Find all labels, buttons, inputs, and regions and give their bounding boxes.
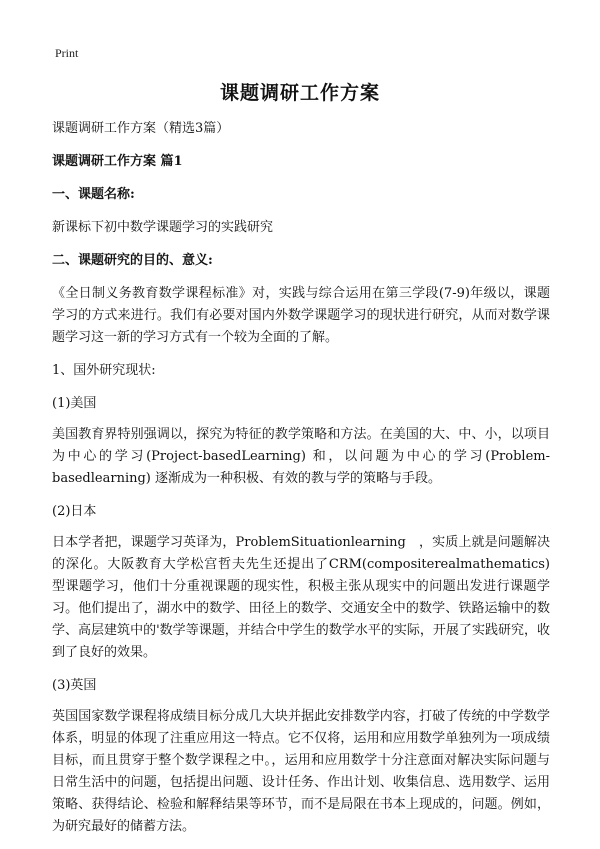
heading-topic-name: 一、课题名称: [52, 187, 135, 202]
heading-uk: (3)英国 [52, 678, 97, 693]
paragraph-usa: 美国教育界特别强调以，探究为特征的教学策略和方法。在美国的大、中、小，以项目为中心的学习(Project-basedLearning) 和，以问题为中心的学习(Problem-basedlearning) 逐渐成为一种积极、有效的教与学的策略与手段。 [52, 427, 550, 486]
paragraph-uk: 英国国家数学课程将成绩目标分成几大块并据此安排数学内容，打破了传统的中学数学体系，明显的体现了注重应用这一特点。它不仅将，运用和应用数学单独列为一项成绩目标，而且贯穿于整个数学课程之中。，运用和应用数学十分注意面对解决实际问题与日常生活中的问题，包括提出问题、设计任务、作出计划、收集信息、选用数学、运用策略、获得结论、检验和解释结果等环节，而不是局限在书本上现成的，问题。例如，为研究最好的储蓄方法。 [52, 709, 550, 834]
section-title: 课题调研工作方案 篇1 [52, 154, 183, 169]
document-body [52, 118, 564, 849]
heading-purpose: 二、课题研究的目的、意义: [52, 253, 213, 268]
heading-usa: (1)美国 [52, 396, 97, 411]
paragraph-japan: 日本学者把，课题学习英译为，ProblemSituationlearning ，实质上就是问题解决的深化。大阪教育大学松宫哲夫先生还提出了CRM(compositerealmathematics) 型课题学习，他们十分重视课题的现实性，积极主张从现实中的问题出发进行课题学习。他们提出了，湖水中的数学、田径上的数学、交通安全中的数学、铁路运输中的数学、高层建筑中的'数学等课题，并结合中学生的数学水平的实际，开展了实践研究，收到了良好的效果。 [52, 535, 564, 660]
document-title: 课题调研工作方案 [219, 82, 380, 104]
subtitle: 课题调研工作方案（精选3篇） [52, 121, 230, 136]
paragraph-topic-name: 新课标下初中数学课题学习的实践研究 [52, 220, 274, 235]
heading-japan: (2)日本 [52, 504, 97, 519]
print-link[interactable]: Print [55, 46, 79, 60]
heading-foreign-research: 1、国外研究现状: [52, 363, 156, 378]
paragraph-intro: 《全日制义务教育数学课程标准》对，实践与综合运用在第三学段(7-9)年级以，课题学习的方式来进行。我们有必要对国内外数学课题学习的现状进行研究，从而对数学课题学习这一新的学习方式有一个较为全面的了解。 [52, 286, 550, 345]
